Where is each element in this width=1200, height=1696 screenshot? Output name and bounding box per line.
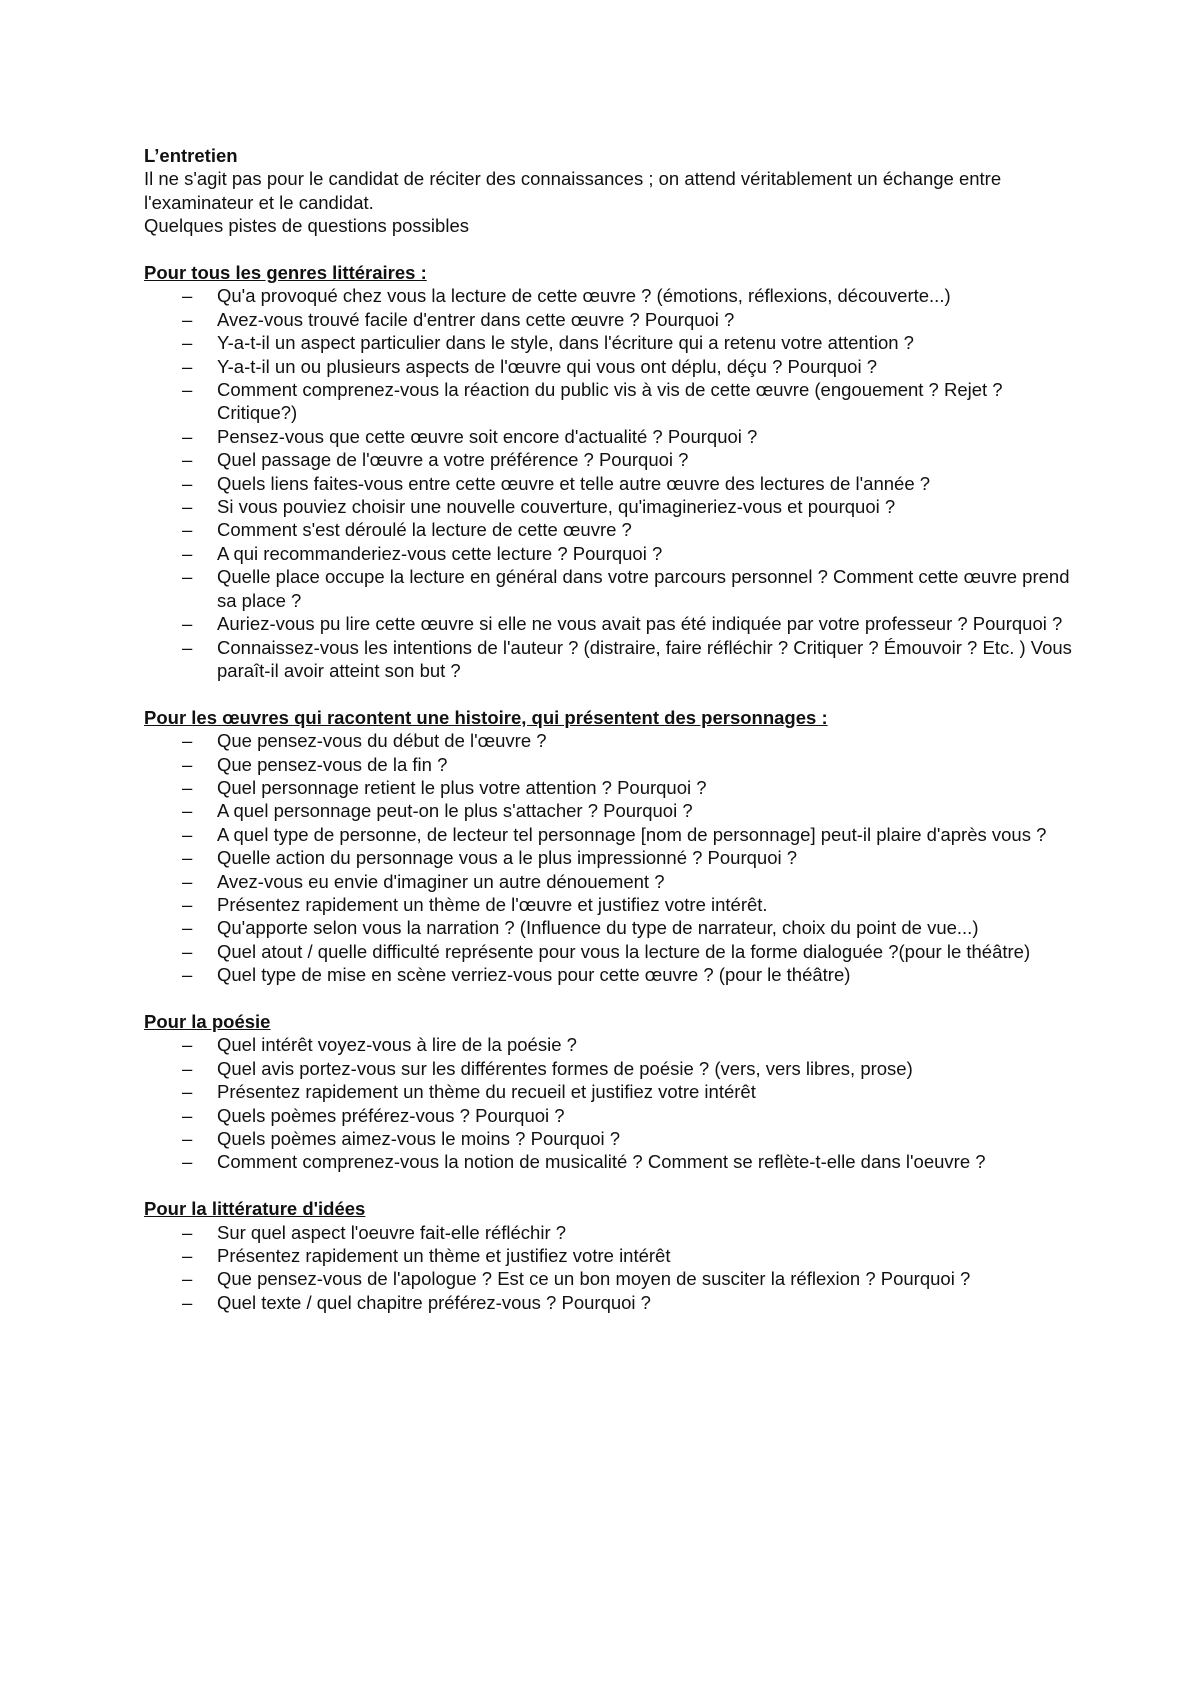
question-item: – Quel personnage retient le plus votre attention ? Pourquoi ? bbox=[144, 776, 1074, 799]
question-item: – Sur quel aspect l'oeuvre fait-elle réfléchir ? bbox=[144, 1221, 1074, 1244]
intro-paragraph: Il ne s'agit pas pour le candidat de réciter des connaissances ; on attend véritablement un échange entre l'examinateur et le candidat. bbox=[144, 168, 1002, 213]
question-item: – Quel texte / quel chapitre préférez-vous ? Pourquoi ? bbox=[144, 1291, 1074, 1314]
question-item: – A quel personnage peut-on le plus s'attacher ? Pourquoi ? bbox=[144, 799, 1074, 822]
question-item: – Quel atout / quelle difficulté représente pour vous la lecture de la forme dialoguée ?(pour le théâtre) bbox=[144, 940, 1074, 963]
question-item: – Comment s'est déroulé la lecture de cette œuvre ? bbox=[144, 518, 1074, 541]
question-item: – Présentez rapidement un thème de l'œuvre et justifiez votre intérêt. bbox=[144, 893, 1074, 916]
spacer bbox=[144, 1174, 1074, 1197]
question-list bbox=[144, 1033, 1074, 1173]
spacer bbox=[144, 238, 1074, 261]
question-item: – Quelle place occupe la lecture en général dans votre parcours personnel ? Comment cette œuvre prend sa place ? bbox=[144, 565, 1074, 612]
question-item: – Connaissez-vous les intentions de l'auteur ? (distraire, faire réfléchir ? Critiquer ? Émouvoir ? Etc. ) Vous paraît-il avoir atteint son but ? bbox=[144, 636, 1074, 683]
section-heading: Pour la poésie bbox=[144, 1010, 271, 1032]
question-list bbox=[144, 284, 1074, 682]
question-item: – A qui recommanderiez-vous cette lecture ? Pourquoi ? bbox=[144, 542, 1074, 565]
question-item: – Avez-vous eu envie d'imaginer un autre dénouement ? bbox=[144, 870, 1074, 893]
question-item: – Que pensez-vous du début de l'œuvre ? bbox=[144, 729, 1074, 752]
question-item: – Qu'apporte selon vous la narration ? (Influence du type de narrateur, choix du point de vue...) bbox=[144, 916, 1074, 939]
question-item: – Quelle action du personnage vous a le plus impressionné ? Pourquoi ? bbox=[144, 846, 1074, 869]
spacer bbox=[144, 682, 1074, 705]
intro-subtitle: Quelques pistes de questions possibles bbox=[144, 215, 469, 237]
question-item: – Comment comprenez-vous la notion de musicalité ? Comment se reflète-t-elle dans l'oeuvre ? bbox=[144, 1150, 1074, 1173]
question-item: – Si vous pouviez choisir une nouvelle couverture, qu'imagineriez-vous et pourquoi ? bbox=[144, 495, 1074, 518]
question-item: – Quel avis portez-vous sur les différentes formes de poésie ? (vers, vers libres, prose) bbox=[144, 1057, 1074, 1080]
question-section bbox=[144, 1197, 1074, 1314]
question-item: – Avez-vous trouvé facile d'entrer dans cette œuvre ? Pourquoi ? bbox=[144, 308, 1074, 331]
question-section bbox=[144, 1010, 1074, 1197]
question-item: – Présentez rapidement un thème du recueil et justifiez votre intérêt bbox=[144, 1080, 1074, 1103]
sections-container bbox=[144, 261, 1074, 1314]
document-title: L’entretien bbox=[144, 145, 238, 166]
question-item: – Quels liens faites-vous entre cette œuvre et telle autre œuvre des lectures de l'année ? bbox=[144, 472, 1074, 495]
question-section bbox=[144, 261, 1074, 706]
question-item: – Que pensez-vous de la fin ? bbox=[144, 753, 1074, 776]
question-item: – Qu'a provoqué chez vous la lecture de cette œuvre ? (émotions, réflexions, découverte...) bbox=[144, 284, 1074, 307]
question-item: – Pensez-vous que cette œuvre soit encore d'actualité ? Pourquoi ? bbox=[144, 425, 1074, 448]
question-item: – Quel passage de l'œuvre a votre préférence ? Pourquoi ? bbox=[144, 448, 1074, 471]
question-item: – Quel type de mise en scène verriez-vous pour cette œuvre ? (pour le théâtre) bbox=[144, 963, 1074, 986]
question-item: – Y-a-t-il un aspect particulier dans le style, dans l'écriture qui a retenu votre attention ? bbox=[144, 331, 1074, 354]
section-heading: Pour la littérature d'idées bbox=[144, 1198, 366, 1220]
section-heading: Pour tous les genres littéraires : bbox=[144, 262, 427, 284]
document-page bbox=[144, 144, 1074, 1314]
spacer bbox=[144, 987, 1074, 1010]
question-item: – Quel intérêt voyez-vous à lire de la poésie ? bbox=[144, 1033, 1074, 1056]
question-item: – Y-a-t-il un ou plusieurs aspects de l'œuvre qui vous ont déplu, déçu ? Pourquoi ? bbox=[144, 355, 1074, 378]
question-section bbox=[144, 706, 1074, 1010]
question-list bbox=[144, 729, 1074, 986]
question-item: – Quels poèmes préférez-vous ? Pourquoi ? bbox=[144, 1104, 1074, 1127]
question-item: – Comment comprenez-vous la réaction du public vis à vis de cette œuvre (engouement ? Rejet ? Critique?) bbox=[144, 378, 1074, 425]
question-item: – Que pensez-vous de l'apologue ? Est ce un bon moyen de susciter la réflexion ? Pourquoi ? bbox=[144, 1267, 1074, 1290]
question-item: – Auriez-vous pu lire cette œuvre si elle ne vous avait pas été indiquée par votre professeur ? Pourquoi ? bbox=[144, 612, 1074, 635]
question-item: – Présentez rapidement un thème et justifiez votre intérêt bbox=[144, 1244, 1074, 1267]
section-heading: Pour les œuvres qui racontent une histoire, qui présentent des personnages : bbox=[144, 706, 828, 728]
question-item: – A quel type de personne, de lecteur tel personnage [nom de personnage] peut-il plaire d'après vous ? bbox=[144, 823, 1074, 846]
question-list bbox=[144, 1221, 1074, 1315]
question-item: – Quels poèmes aimez-vous le moins ? Pourquoi ? bbox=[144, 1127, 1074, 1150]
